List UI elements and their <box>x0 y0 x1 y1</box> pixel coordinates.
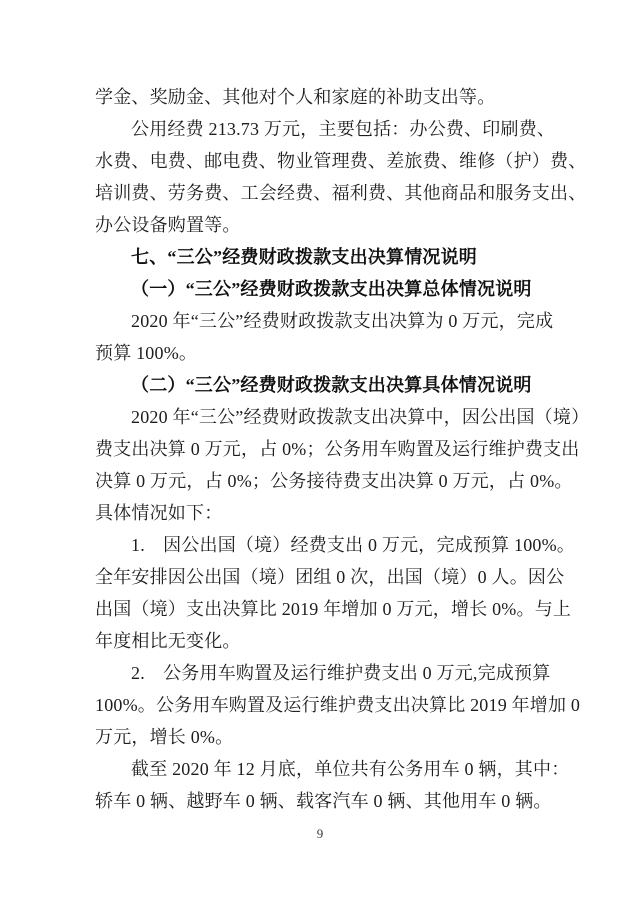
section-heading: （一）“三公”经费财政拨款支出决算总体情况说明 <box>131 279 532 299</box>
text-line: 培训费、劳务费、工会经费、福利费、其他商品和服务支出、 <box>95 183 587 203</box>
text-line: 学金、奖励金、其他对个人和家庭的补助支出等。 <box>95 87 496 107</box>
text-line: 预算 100%。 <box>95 343 198 363</box>
document-body <box>95 81 590 817</box>
text-line: 具体情况如下： <box>95 503 223 523</box>
section-heading: 七、“三公”经费财政拨款支出决算情况说明 <box>131 247 477 267</box>
text-line: 决算 0 万元，占 0%；公务接待费支出决算 0 万元，占 0%。 <box>95 471 573 491</box>
text-line: 全年安排因公出国（境）团组 0 次，出国（境）0 人。因公 <box>95 567 565 587</box>
text-line: 截至 2020 年 12 月底，单位共有公务用车 0 辆，其中： <box>131 759 570 779</box>
text-line: 2020 年“三公”经费财政拨款支出决算中，因公出国（境） <box>131 407 590 427</box>
text-line: 年度相比无变化。 <box>95 631 241 651</box>
text-line: 公用经费 213.73 万元，主要包括：办公费、印刷费、 <box>131 119 556 139</box>
text-line: 100%。公务用车购置及运行维护费支出决算比 2019 年增加 0 <box>95 695 581 715</box>
text-line: 1. 因公出国（境）经费支出 0 万元，完成预算 100%。 <box>131 535 575 555</box>
text-line: 轿车 0 辆、越野车 0 辆、载客汽车 0 辆、其他用车 0 辆。 <box>95 791 552 811</box>
text-line: 万元，增长 0%。 <box>95 727 234 747</box>
page-number: 9 <box>316 826 324 841</box>
text-line: 2020 年“三公”经费财政拨款支出决算为 0 万元，完成 <box>131 311 554 331</box>
text-line: 办公设备购置等。 <box>95 215 241 235</box>
section-heading: （二）“三公”经费财政拨款支出决算具体情况说明 <box>131 375 532 395</box>
text-line: 水费、电费、邮电费、物业管理费、差旅费、维修（护）费、 <box>95 151 587 171</box>
text-line: 2. 公务用车购置及运行维护费支出 0 万元,完成预算 <box>131 663 551 683</box>
text-line: 出国（境）支出决算比 2019 年增加 0 万元，增长 0%。与上 <box>95 599 572 619</box>
text-line: 费支出决算 0 万元，占 0%；公务用车购置及运行维护费支出 <box>95 439 580 459</box>
